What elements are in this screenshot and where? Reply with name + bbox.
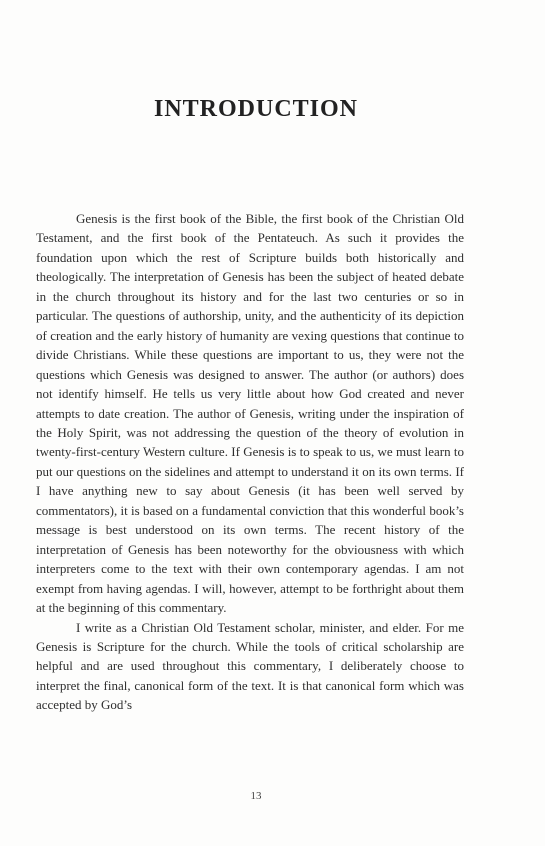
paragraph: I write as a Christian Old Testament scholar, minister, and elder. For me Genesis is Scripture for the church. While the tools of critical scholarship are helpful and are used throughout this commentary, I deliberately choose to interpret the final, canonical form of the text. It is that canonical form which was accepted by God’s (36, 619, 464, 713)
paragraph: Genesis is the first book of the Bible, the first book of the Christian Old Testament, and the first book of the Pentateuch. As such it provides the foundation upon which the rest of Scripture builds both historically and theologically. The interpretation of Genesis has been the subject of heated debate in the church throughout its history and for the last two centuries or so in particular. The questions of authorship, unity, and the authenticity of its depiction of creation and the early history of humanity are vexing questions that continue to divide Christians. While these questions are important to us, they were not the questions which Genesis was designed to answer. The author (or authors) does not identify himself. He tells us very little about how God created and never attempts to date creation. The author of Genesis, writing under the inspiration of the Holy Spirit, was not addressing the question of the theory of evolution in twenty-first-century Western culture. If Genesis is to speak to us, we must learn to put our questions on the sidelines and attempt to understand it on its own terms. If I have anything new to say about Genesis (it has been well served by commentators), it is based on a fundamental conviction that this wonderful book’s message is best understood on its own terms. The recent history of the interpretation of Genesis has been noteworthy for the obviousness with which interpreters come to the text with their own contemporary agendas. I am not exempt from having agendas. I will, however, attempt to be forthright about them at the beginning of this commentary. (36, 211, 464, 616)
body-text (36, 209, 464, 715)
chapter-title: INTRODUCTION (153, 96, 359, 122)
page-number: 13 (250, 790, 262, 802)
